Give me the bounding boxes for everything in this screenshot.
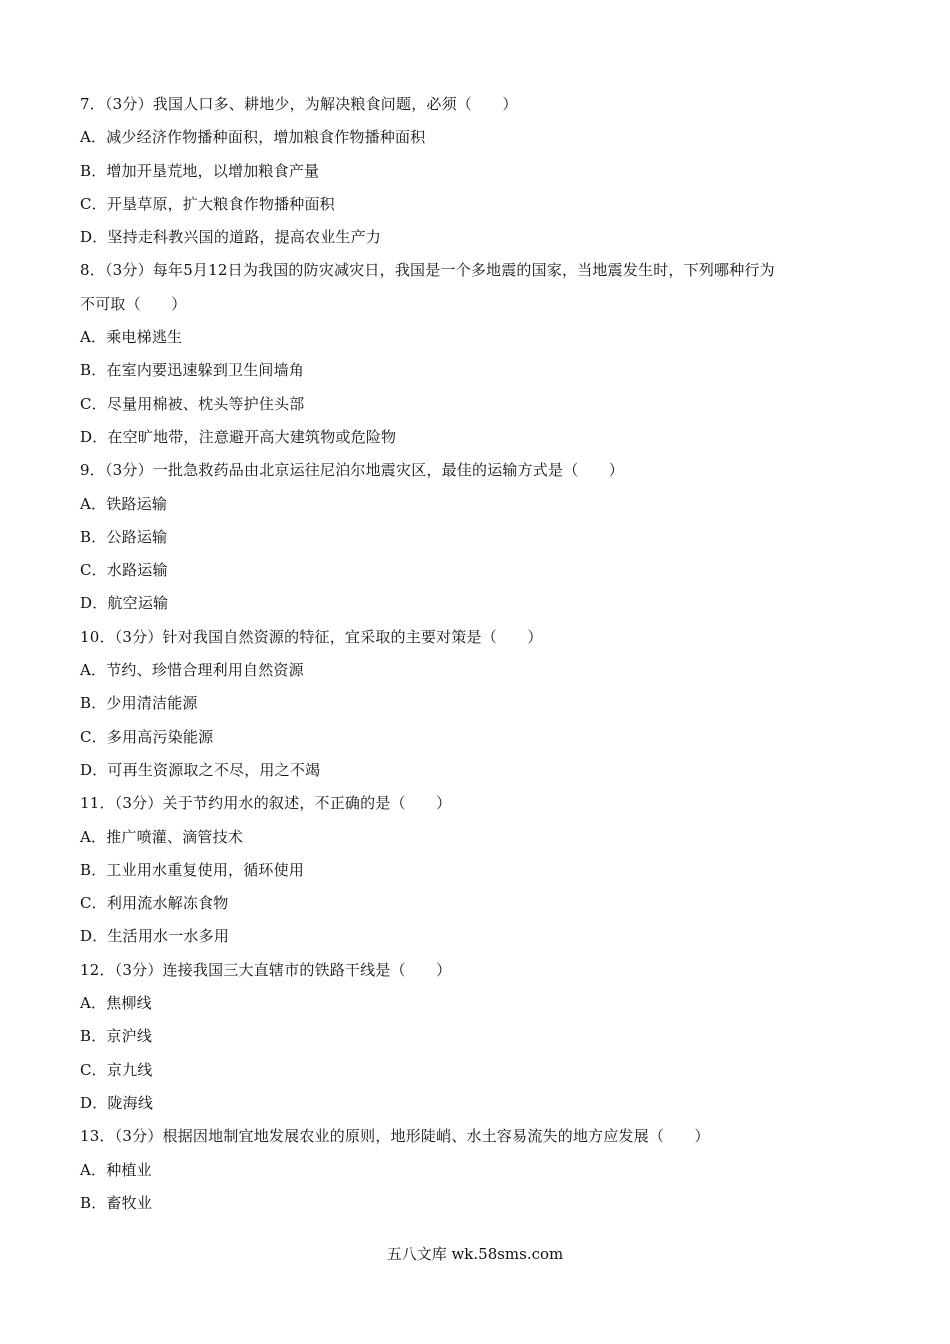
question-11-option-b: B．工业用水重复使用，循环使用 [80, 860, 305, 879]
question-10-stem: 10．（3分）针对我国自然资源的特征，宜采取的主要对策是（ ） [80, 627, 543, 646]
question-10-option-d: D．可再生资源取之不尽，用之不竭 [80, 760, 321, 779]
question-12-stem: 12．（3分）连接我国三大直辖市的铁路干线是（ ） [80, 960, 452, 979]
question-list [80, 88, 880, 1220]
question-8-stem: 8．（3分）每年5月12日为我国的防灾减灾日，我国是一个多地震的国家，当地震发生时，下列哪种行为 [80, 261, 775, 280]
question-8-option-c: C．尽量用棉被、枕头等护住头部 [80, 394, 305, 413]
question-10-option-c: C．多用高污染能源 [80, 727, 214, 746]
question-8-option-a: A．乘电梯逃生 [80, 328, 183, 347]
question-9-option-a: A．铁路运输 [80, 494, 168, 513]
question-9-stem: 9．（3分）一批急救药品由北京运往尼泊尔地震灾区，最佳的运输方式是（ ） [80, 461, 624, 480]
question-9-option-c: C．水路运输 [80, 561, 168, 580]
question-7-option-b: B．增加开垦荒地，以增加粮食产量 [80, 161, 320, 180]
question-11-stem: 11．（3分）关于节约用水的叙述，不正确的是（ ） [80, 794, 452, 813]
question-7-stem: 7．（3分）我国人口多、耕地少，为解决粮食问题，必须（ ） [80, 95, 518, 113]
question-11-option-d: D．生活用水一水多用 [80, 927, 230, 946]
question-7-option-c: C．开垦草原，扩大粮食作物播种面积 [80, 194, 335, 213]
question-8-option-b: B．在室内要迅速躲到卫生间墙角 [80, 361, 305, 380]
question-12-option-a: A．焦柳线 [80, 994, 152, 1013]
question-7-option-a: A．减少经济作物播种面积，增加粮食作物播种面积 [80, 128, 426, 147]
question-12-option-b: B．京沪线 [80, 1027, 153, 1046]
question-8-stem-continued: 不可取（ ） [80, 294, 187, 313]
question-10-option-a: A．节约、珍惜合理利用自然资源 [80, 661, 304, 680]
question-8-option-d: D．在空旷地带，注意避开高大建筑物或危险物 [80, 427, 397, 446]
question-11-option-c: C．利用流水解冻食物 [80, 894, 229, 913]
question-12-option-c: C．京九线 [80, 1060, 153, 1079]
question-10-option-b: B．少用清洁能源 [80, 694, 198, 713]
question-9-option-d: D．航空运输 [80, 594, 169, 613]
question-12-option-d: D．陇海线 [80, 1093, 154, 1112]
question-11-option-a: A．推广喷灌、滴管技术 [80, 827, 244, 846]
question-13-option-b: B．畜牧业 [80, 1193, 153, 1212]
question-9-option-b: B．公路运输 [80, 527, 168, 546]
question-7-option-d: D．坚持走科教兴国的道路，提高农业生产力 [80, 228, 382, 247]
question-13-stem: 13．（3分）根据因地制宜地发展农业的原则，地形陡峭、水土容易流失的地方应发展（ ） [80, 1127, 710, 1146]
page-footer: 五八文库 wk.58sms.com [386, 1245, 564, 1263]
question-13-option-a: A．种植业 [80, 1160, 152, 1179]
